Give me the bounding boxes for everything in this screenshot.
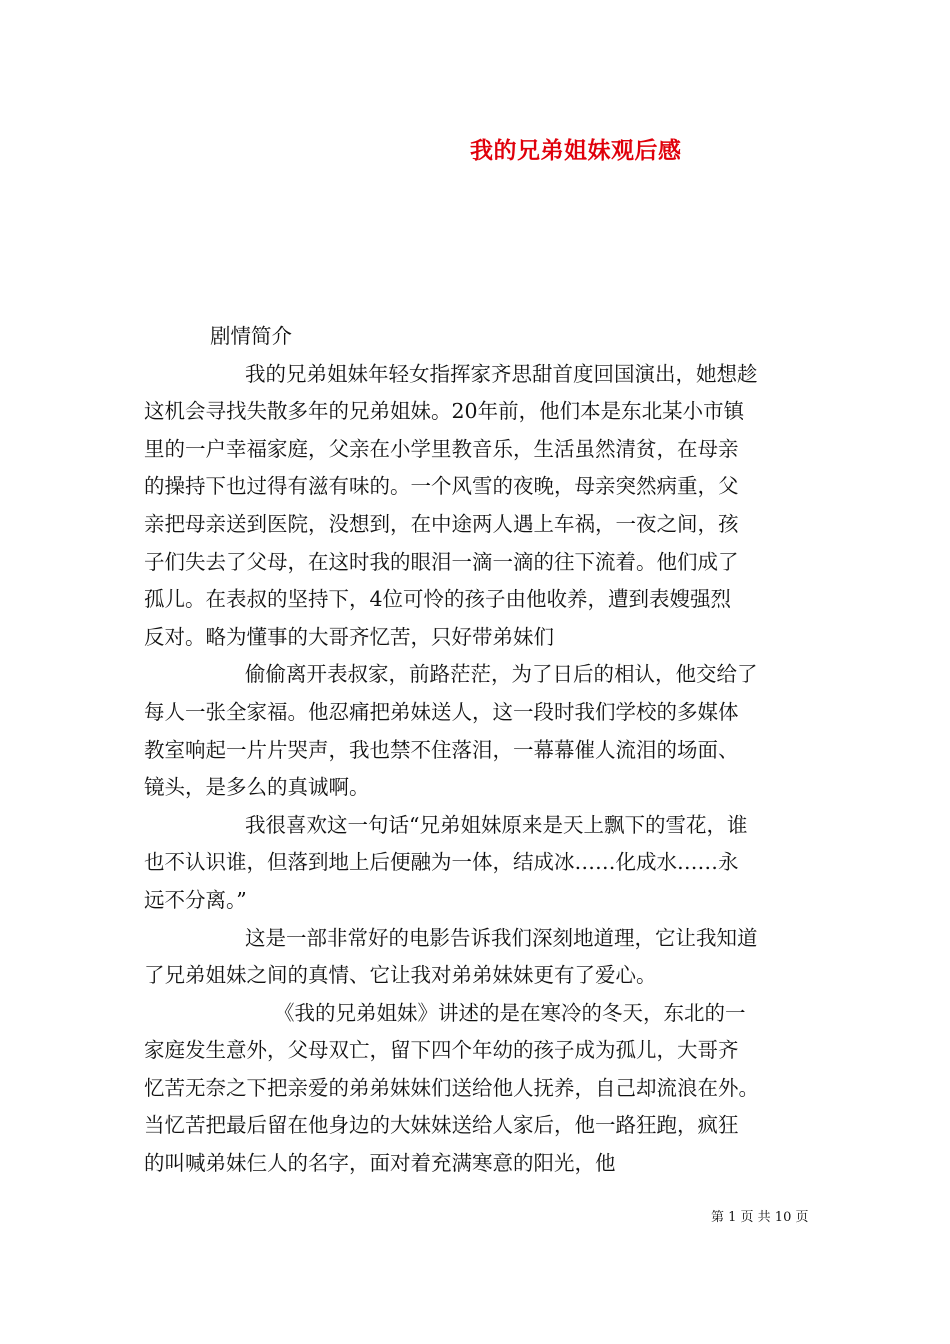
paragraph-line: 我的兄弟姐妹年轻女指挥家齐思甜首度回国演出，她想趁: [245, 361, 758, 386]
paragraph-line: 当忆苦把最后留在他身边的大妹妹送给人家后，他一路狂跑，疯狂: [144, 1113, 739, 1138]
paragraph-line: 这机会寻找失散多年的兄弟姐妹。20年前，他们本是东北某小市镇: [144, 399, 745, 424]
paragraph-line: 的叫喊弟妹仨人的名字，面对着充满寒意的阳光，他: [144, 1151, 616, 1176]
paragraph-line: 孤儿。在表叔的坚持下，4位可怜的孩子由他收养，遭到表嫂强烈: [144, 587, 732, 612]
section-heading: 剧情简介: [210, 324, 292, 348]
paragraph-line: 也不认识谁，但落到地上后便融为一体，结成冰……化成水……永: [144, 850, 739, 875]
paragraph-line: 教室响起一片片哭声，我也禁不住落泪，一幕幕催人流泪的场面、: [144, 737, 739, 762]
paragraph-line: 每人一张全家福。他忍痛把弟妹送人，这一段时我们学校的多媒体: [144, 699, 739, 724]
paragraph-line: 了兄弟姐妹之间的真情、它让我对弟弟妹妹更有了爱心。: [144, 963, 657, 988]
document-body: [144, 318, 812, 1183]
paragraph-line: 忆苦无奈之下把亲爱的弟弟妹妹们送给他人抚养，自己却流浪在外。: [144, 1075, 759, 1100]
paragraph-line: 家庭发生意外，父母双亡，留下四个年幼的孩子成为孤儿，大哥齐: [144, 1038, 739, 1063]
paragraph-line: 镜头，是多么的真诚啊。: [144, 775, 370, 800]
paragraph-line: 偷偷离开表叔家，前路茫茫，为了日后的相认，他交给了: [245, 662, 758, 687]
paragraph-line: 我很喜欢这一句话“兄弟姐妹原来是天上飘下的雪花，谁: [245, 812, 748, 837]
paragraph-line: 的操持下也过得有滋有味的。一个风雪的夜晚，母亲突然病重，父: [144, 474, 739, 499]
paragraph-line: 《我的兄弟姐妹》讲述的是在寒冷的冬天，东北的一: [274, 1000, 746, 1025]
page-number-footer: 第 1 页 共 10 页: [711, 1210, 809, 1225]
paragraph-line: 远不分离。”: [144, 887, 247, 912]
paragraph-line: 子们失去了父母，在这时我的眼泪一滴一滴的往下流着。他们成了: [144, 549, 739, 574]
paragraph-line: 里的一户幸福家庭，父亲在小学里教音乐，生活虽然清贫，在母亲: [144, 436, 739, 461]
paragraph-line: 这是一部非常好的电影告诉我们深刻地道理，它让我知道: [245, 925, 758, 950]
paragraph-line: 亲把母亲送到医院，没想到，在中途两人遇上车祸，一夜之间，孩: [144, 511, 739, 536]
paragraph-line: 反对。略为懂事的大哥齐忆苦，只好带弟妹们: [144, 624, 554, 649]
document-title: 我的兄弟姐妹观后感: [470, 137, 682, 164]
